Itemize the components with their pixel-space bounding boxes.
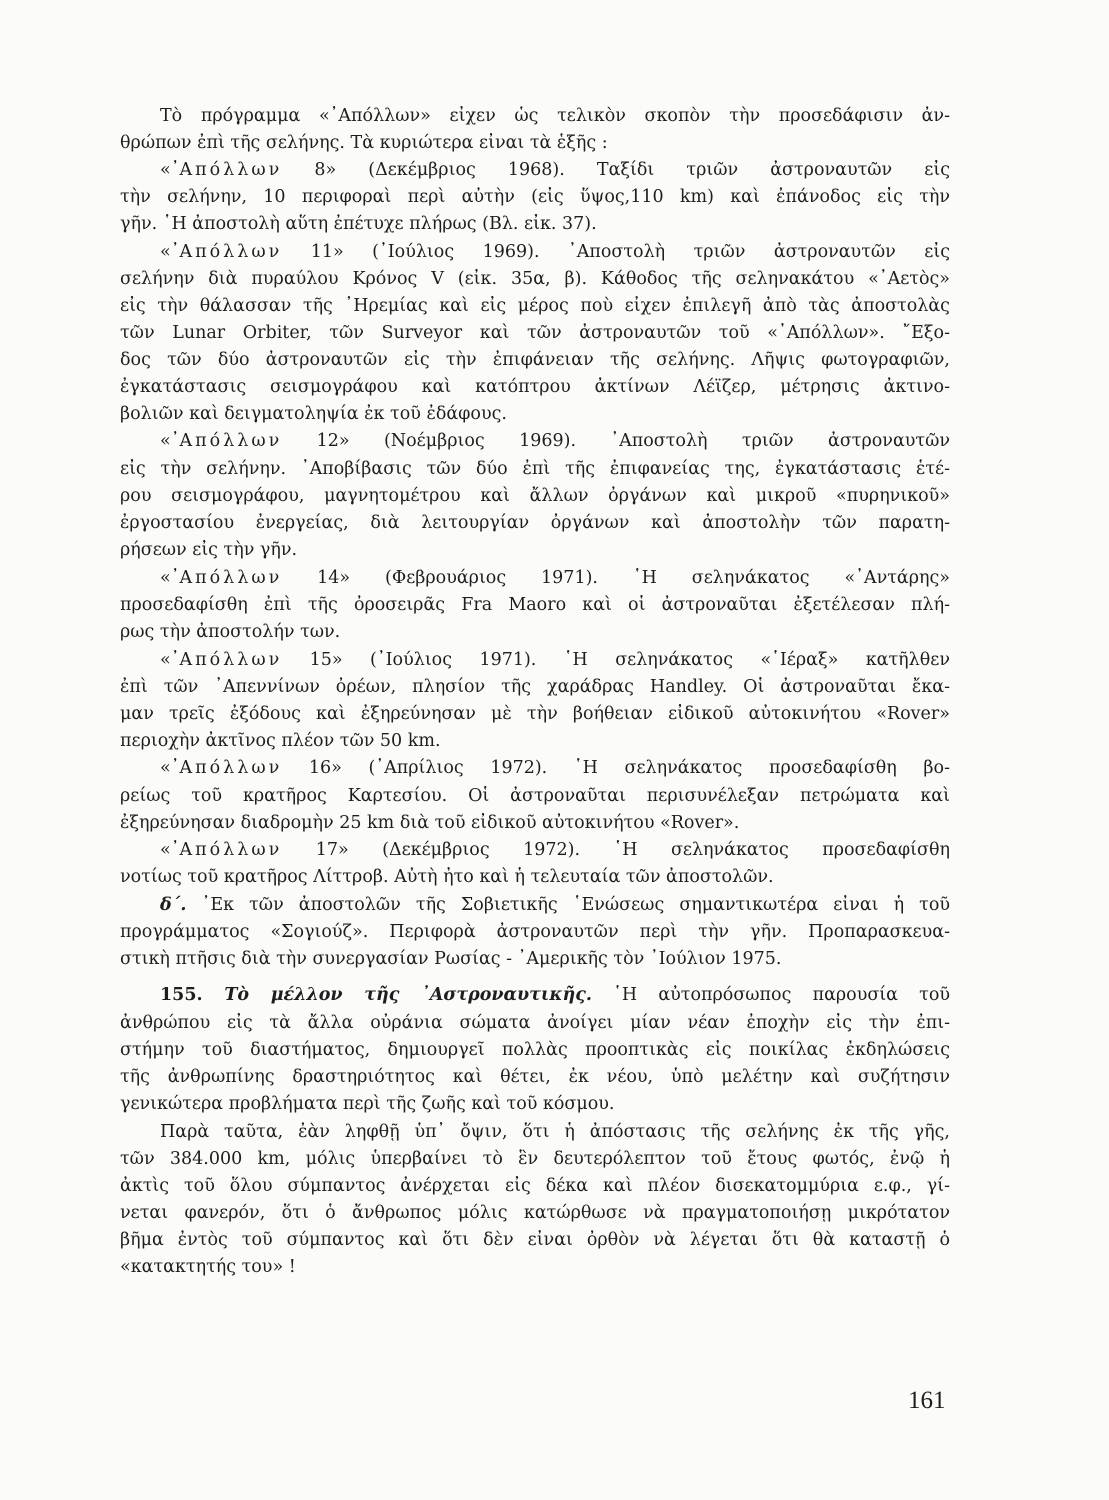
quote-open: «᾽ xyxy=(160,431,180,451)
entry-text: 8» (Δεκέμβριος 1968). Ταξίδι τριῶν ἀστροναυτῶν εἰς xyxy=(282,160,950,180)
text-line: ἐργοστασίου ἐνεργείας, διὰ λειτουργίαν ὀργάνων καὶ ἀποστολὴν τῶν παρατη- xyxy=(120,513,950,533)
text-line: εἰς τὴν θάλασσαν τῆς ᾽Ηρεμίας καὶ εἰς μέρος ποὺ εἶχεν ἐπιλεγῆ ἀπὸ τὰς ἀποστολὰς xyxy=(120,296,950,316)
apollo-15-entry xyxy=(160,650,950,670)
text-line: προγράμματος «Σογιούζ». Περιφορὰ ἀστροναυτῶν περὶ τὴν γῆν. Προπαρασκευα- xyxy=(120,922,950,942)
apollo-17-entry xyxy=(160,840,950,860)
entry-text: ᾽Εκ τῶν ἀποστολῶν τῆς Σοβιετικῆς ῾Ενώσεως σημαντικωτέρα εἶναι ἡ τοῦ xyxy=(186,895,950,915)
program-name: Απόλλων xyxy=(179,431,283,451)
text-line: σελήνην διὰ πυραύλου Κρόνος V (εἰκ. 35α, β). Κάθοδος τῆς σεληνακάτου «᾽Αετὸς» xyxy=(120,269,950,289)
section-title: Τὸ μέλλον τῆς ᾽Αστροναυτικῆς. xyxy=(202,985,592,1005)
text-line: ἀνθρώπου εἰς τὰ ἄλλα οὐράνια σώματα ἀνοίγει μίαν νέαν ἐποχὴν εἰς τὴν ἐπι- xyxy=(120,1013,950,1033)
soviet-entry xyxy=(160,895,950,915)
text-line: τῶν 384.000 km, μόλις ὑπερβαίνει τὸ ἓν δευτερόλεπτον τοῦ ἔτους φωτός, ἐνῷ ἡ xyxy=(120,1149,950,1169)
section-label: δ΄. xyxy=(160,895,187,915)
apollo-8-entry xyxy=(160,160,950,180)
entry-text: 15» (᾽Ιούλιος 1971). ῾Η σεληνάκατος «῾Ιέραξ» κατῆλθεν xyxy=(282,650,950,670)
quote-open: «᾽ xyxy=(160,650,180,670)
entry-text: 11» (᾽Ιούλιος 1969). ᾽Αποστολὴ τριῶν ἀστροναυτῶν εἰς xyxy=(282,242,950,262)
text-line: στήμην τοῦ διαστήματος, δημιουργεῖ πολλὰς προοπτικὰς εἰς ποικίλας ἐκδηλώσεις xyxy=(120,1040,950,1060)
page-number: 161 xyxy=(908,1387,946,1414)
apollo-12-entry xyxy=(160,431,950,451)
quote-open: «᾽ xyxy=(160,840,180,860)
text-line: Τὸ πρόγραμμα «᾽Απόλλων» εἶχεν ὡς τελικὸν σκοπὸν τὴν προσεδάφισιν ἀν- xyxy=(160,106,950,126)
text-line: γῆν. ῾Η ἀποστολὴ αὕτη ἐπέτυχε πλήρως (Βλ. εἰκ. 37). xyxy=(120,214,597,234)
text-line: στικὴ πτῆσις διὰ τὴν συνεργασίαν Ρωσίας - ᾽Αμερικῆς τὸν ᾽Ιούλιον 1975. xyxy=(120,949,782,969)
entry-text: 12» (Νοέμβριος 1969). ᾽Αποστολὴ τριῶν ἀστροναυτῶν xyxy=(282,431,950,451)
program-name: Απόλλων xyxy=(179,758,283,778)
text-line: νοτίως τοῦ κρατῆρος Λίττροβ. Αὐτὴ ἦτο καὶ ἡ τελευταία τῶν ἀποστολῶν. xyxy=(120,867,774,887)
text-line: ἐπὶ τῶν ᾽Απεννίνων ὀρέων, πλησίον τῆς χαράδρας Handley. Οἱ ἀστροναῦται ἔκα- xyxy=(120,677,950,697)
section-number: 155. xyxy=(160,985,203,1005)
text-line: «κατακτητής του» ! xyxy=(120,1257,296,1277)
text-line: βῆμα ἐντὸς τοῦ σύμπαντος καὶ ὅτι δὲν εἶναι ὀρθὸν νὰ λέγεται ὅτι θὰ καταστῇ ὁ xyxy=(120,1230,950,1250)
text-line: βολιῶν καὶ δειγματοληψία ἐκ τοῦ ἐδάφους. xyxy=(120,404,507,424)
entry-text: 14» (Φεβρουάριος 1971). ῾Η σεληνάκατος «᾽Αντάρης» xyxy=(282,568,950,588)
text-line: τὴν σελήνην, 10 περιφοραὶ περὶ αὐτὴν (εἰς ὕψος,110 km) καὶ ἐπάνοδος εἰς τὴν xyxy=(120,187,950,207)
entry-text: ῾Η αὐτοπρόσωπος παρουσία τοῦ xyxy=(591,985,950,1005)
text-line: γενικώτερα προβλήματα περὶ τῆς ζωῆς καὶ τοῦ κόσμου. xyxy=(120,1094,615,1114)
quote-open: «᾽ xyxy=(160,568,180,588)
text-line: Παρὰ ταῦτα, ἐὰν ληφθῇ ὑπ᾽ ὄψιν, ὅτι ἡ ἀπόστασις τῆς σελήνης ἐκ τῆς γῆς, xyxy=(160,1122,950,1142)
text-line: ἐξηρεύνησαν διαδρομὴν 25 km διὰ τοῦ εἰδικοῦ αὐτοκινήτου «Rover». xyxy=(120,813,740,833)
entry-text: 17» (Δεκέμβριος 1972). ῾Η σεληνάκατος προσεδαφίσθη xyxy=(282,840,950,860)
text-line: νεται φανερόν, ὅτι ὁ ἄνθρωπος μόλις κατώρθωσε νὰ πραγματοποιήσῃ μικρότατον xyxy=(120,1203,950,1223)
text-line: ρείως τοῦ κρατῆρος Καρτεσίου. Οἱ ἀστροναῦται περισυνέλεξαν πετρώματα καὶ xyxy=(120,786,950,806)
text-line: ἀκτὶς τοῦ ὅλου σύμπαντος ἀνέρχεται εἰς δέκα καὶ πλέον δισεκατομμύρια ε.φ., γί- xyxy=(120,1176,950,1196)
section-155-heading xyxy=(160,985,950,1005)
program-name: Απόλλων xyxy=(179,242,283,262)
text-line: δος τῶν δύο ἀστροναυτῶν εἰς τὴν ἐπιφάνειαν τῆς σελήνης. Λῆψις φωτογραφιῶν, xyxy=(120,350,950,370)
text-line: τῶν Lunar Orbiter, τῶν Surveyor καὶ τῶν ἀστροναυτῶν τοῦ «᾽Απόλλων». ῎Εξο- xyxy=(120,323,950,343)
text-line: προσεδαφίσθη ἐπὶ τῆς ὀροσειρᾶς Fra Maoro καὶ οἱ ἀστροναῦται ἐξετέλεσαν πλή- xyxy=(120,595,950,615)
text-line: θρώπων ἐπὶ τῆς σελήνης. Τὰ κυριώτερα εἶναι τὰ ἑξῆς : xyxy=(120,133,608,153)
quote-open: «᾽ xyxy=(160,242,180,262)
quote-open: «᾽ xyxy=(160,160,180,180)
text-line: μαν τρεῖς ἐξόδους καὶ ἐξηρεύνησαν μὲ τὴν βοήθειαν εἰδικοῦ αὐτοκινήτου «Rover» xyxy=(120,704,950,724)
text-line: ἐγκατάστασις σεισμογράφου καὶ κατόπτρου ἀκτίνων Λέϊζερ, μέτρησις ἀκτινο- xyxy=(120,377,950,397)
quote-open: «᾽ xyxy=(160,758,180,778)
program-name: Απόλλων xyxy=(179,650,283,670)
text-line: περιοχὴν ἀκτῖνος πλέον τῶν 50 km. xyxy=(120,731,441,751)
entry-text: 16» (᾽Απρίλιος 1972). ῾Η σεληνάκατος προσεδαφίσθη βο- xyxy=(282,758,950,778)
program-name: Απόλλων xyxy=(179,840,283,860)
text-line: τῆς ἀνθρωπίνης δραστηριότητος καὶ θέτει, ἐκ νέου, ὑπὸ μελέτην καὶ συζήτησιν xyxy=(120,1067,950,1087)
program-name: Απόλλων xyxy=(179,160,283,180)
text-line: ρου σεισμογράφου, μαγνητομέτρου καὶ ἄλλων ὀργάνων καὶ μικροῦ «πυρηνικοῦ» xyxy=(120,486,950,506)
program-name: Απόλλων xyxy=(179,568,283,588)
apollo-16-entry xyxy=(160,758,950,778)
text-line: ρως τὴν ἀποστολήν των. xyxy=(120,622,341,642)
apollo-14-entry xyxy=(160,568,950,588)
text-line: εἰς τὴν σελήνην. ᾽Αποβίβασις τῶν δύο ἐπὶ τῆς ἐπιφανείας της, ἐγκατάστασις ἑτέ- xyxy=(120,459,950,479)
apollo-11-entry xyxy=(160,242,950,262)
text-line: ρήσεων εἰς τὴν γῆν. xyxy=(120,540,298,560)
